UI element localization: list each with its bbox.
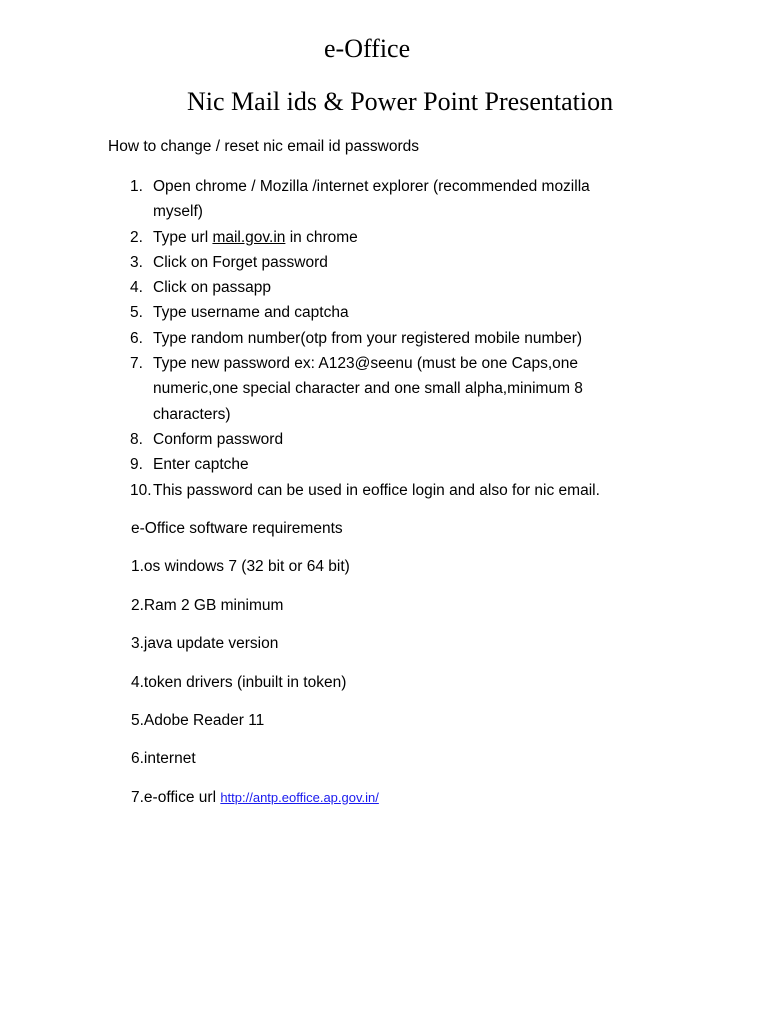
requirement-item: 1.os windows 7 (32 bit or 64 bit) — [131, 558, 350, 576]
step-text: Open chrome / Mozilla /internet explorer (recommended mozilla myself) — [153, 178, 590, 221]
step-item — [130, 478, 630, 503]
requirement-item: 6.internet — [131, 750, 196, 768]
section-heading-requirements: e-Office software requirements — [131, 520, 343, 537]
step-number: 4. — [130, 279, 143, 297]
url-label: 7.e-office url — [131, 788, 221, 806]
mail-gov-url: mail.gov.in — [212, 228, 286, 246]
password-reset-steps — [130, 174, 630, 503]
section-heading-password-reset: How to change / reset nic email id passwords — [108, 138, 420, 155]
step-text: Click on passapp — [153, 279, 272, 297]
step-number: 9. — [130, 456, 143, 474]
step-text: Type new password ex: A123@seenu (must be one Caps,one numeric,one special character and one small alpha,minimum 8 characters) — [153, 355, 583, 423]
step-text: Enter captche — [153, 456, 249, 474]
step-number: 5. — [130, 304, 143, 322]
document-title: e-Office — [324, 34, 411, 63]
step-text: Type url — [153, 228, 213, 246]
step-number: 8. — [130, 430, 143, 448]
step-item — [130, 452, 630, 477]
requirement-item-url — [131, 787, 691, 825]
step-item — [130, 174, 630, 225]
requirement-item: 4.token drivers (inbuilt in token) — [131, 673, 347, 691]
step-item — [130, 250, 630, 275]
step-item — [130, 300, 630, 325]
step-number: 3. — [130, 253, 143, 271]
step-item — [130, 225, 630, 250]
step-item — [130, 427, 630, 452]
step-text-suffix: in chrome — [285, 228, 358, 246]
step-number: 2. — [130, 228, 143, 246]
requirement-item: 2.Ram 2 GB minimum — [131, 596, 284, 614]
step-number: 1. — [130, 178, 143, 195]
requirement-item: 5.Adobe Reader 11 — [131, 711, 265, 729]
step-text: Type username and captcha — [153, 304, 349, 322]
step-item — [130, 275, 630, 300]
step-text: Conform password — [153, 430, 284, 448]
step-item — [130, 326, 630, 351]
eoffice-url-link[interactable]: http://antp.eoffice.ap.gov.in/ — [220, 789, 379, 805]
step-number: 10. — [130, 481, 152, 499]
step-text: Click on Forget password — [153, 253, 328, 271]
step-item — [130, 351, 630, 427]
software-requirements — [131, 518, 691, 825]
step-number: 6. — [130, 329, 143, 347]
step-text: This password can be used in eoffice login and also for nic email. — [153, 481, 600, 499]
requirement-item: 3.java update version — [131, 635, 279, 653]
step-text: Type random number(otp from your registered mobile number) — [153, 329, 583, 347]
step-number: 7. — [130, 355, 143, 373]
document-subtitle: Nic Mail ids & Power Point Presentation — [187, 87, 614, 116]
